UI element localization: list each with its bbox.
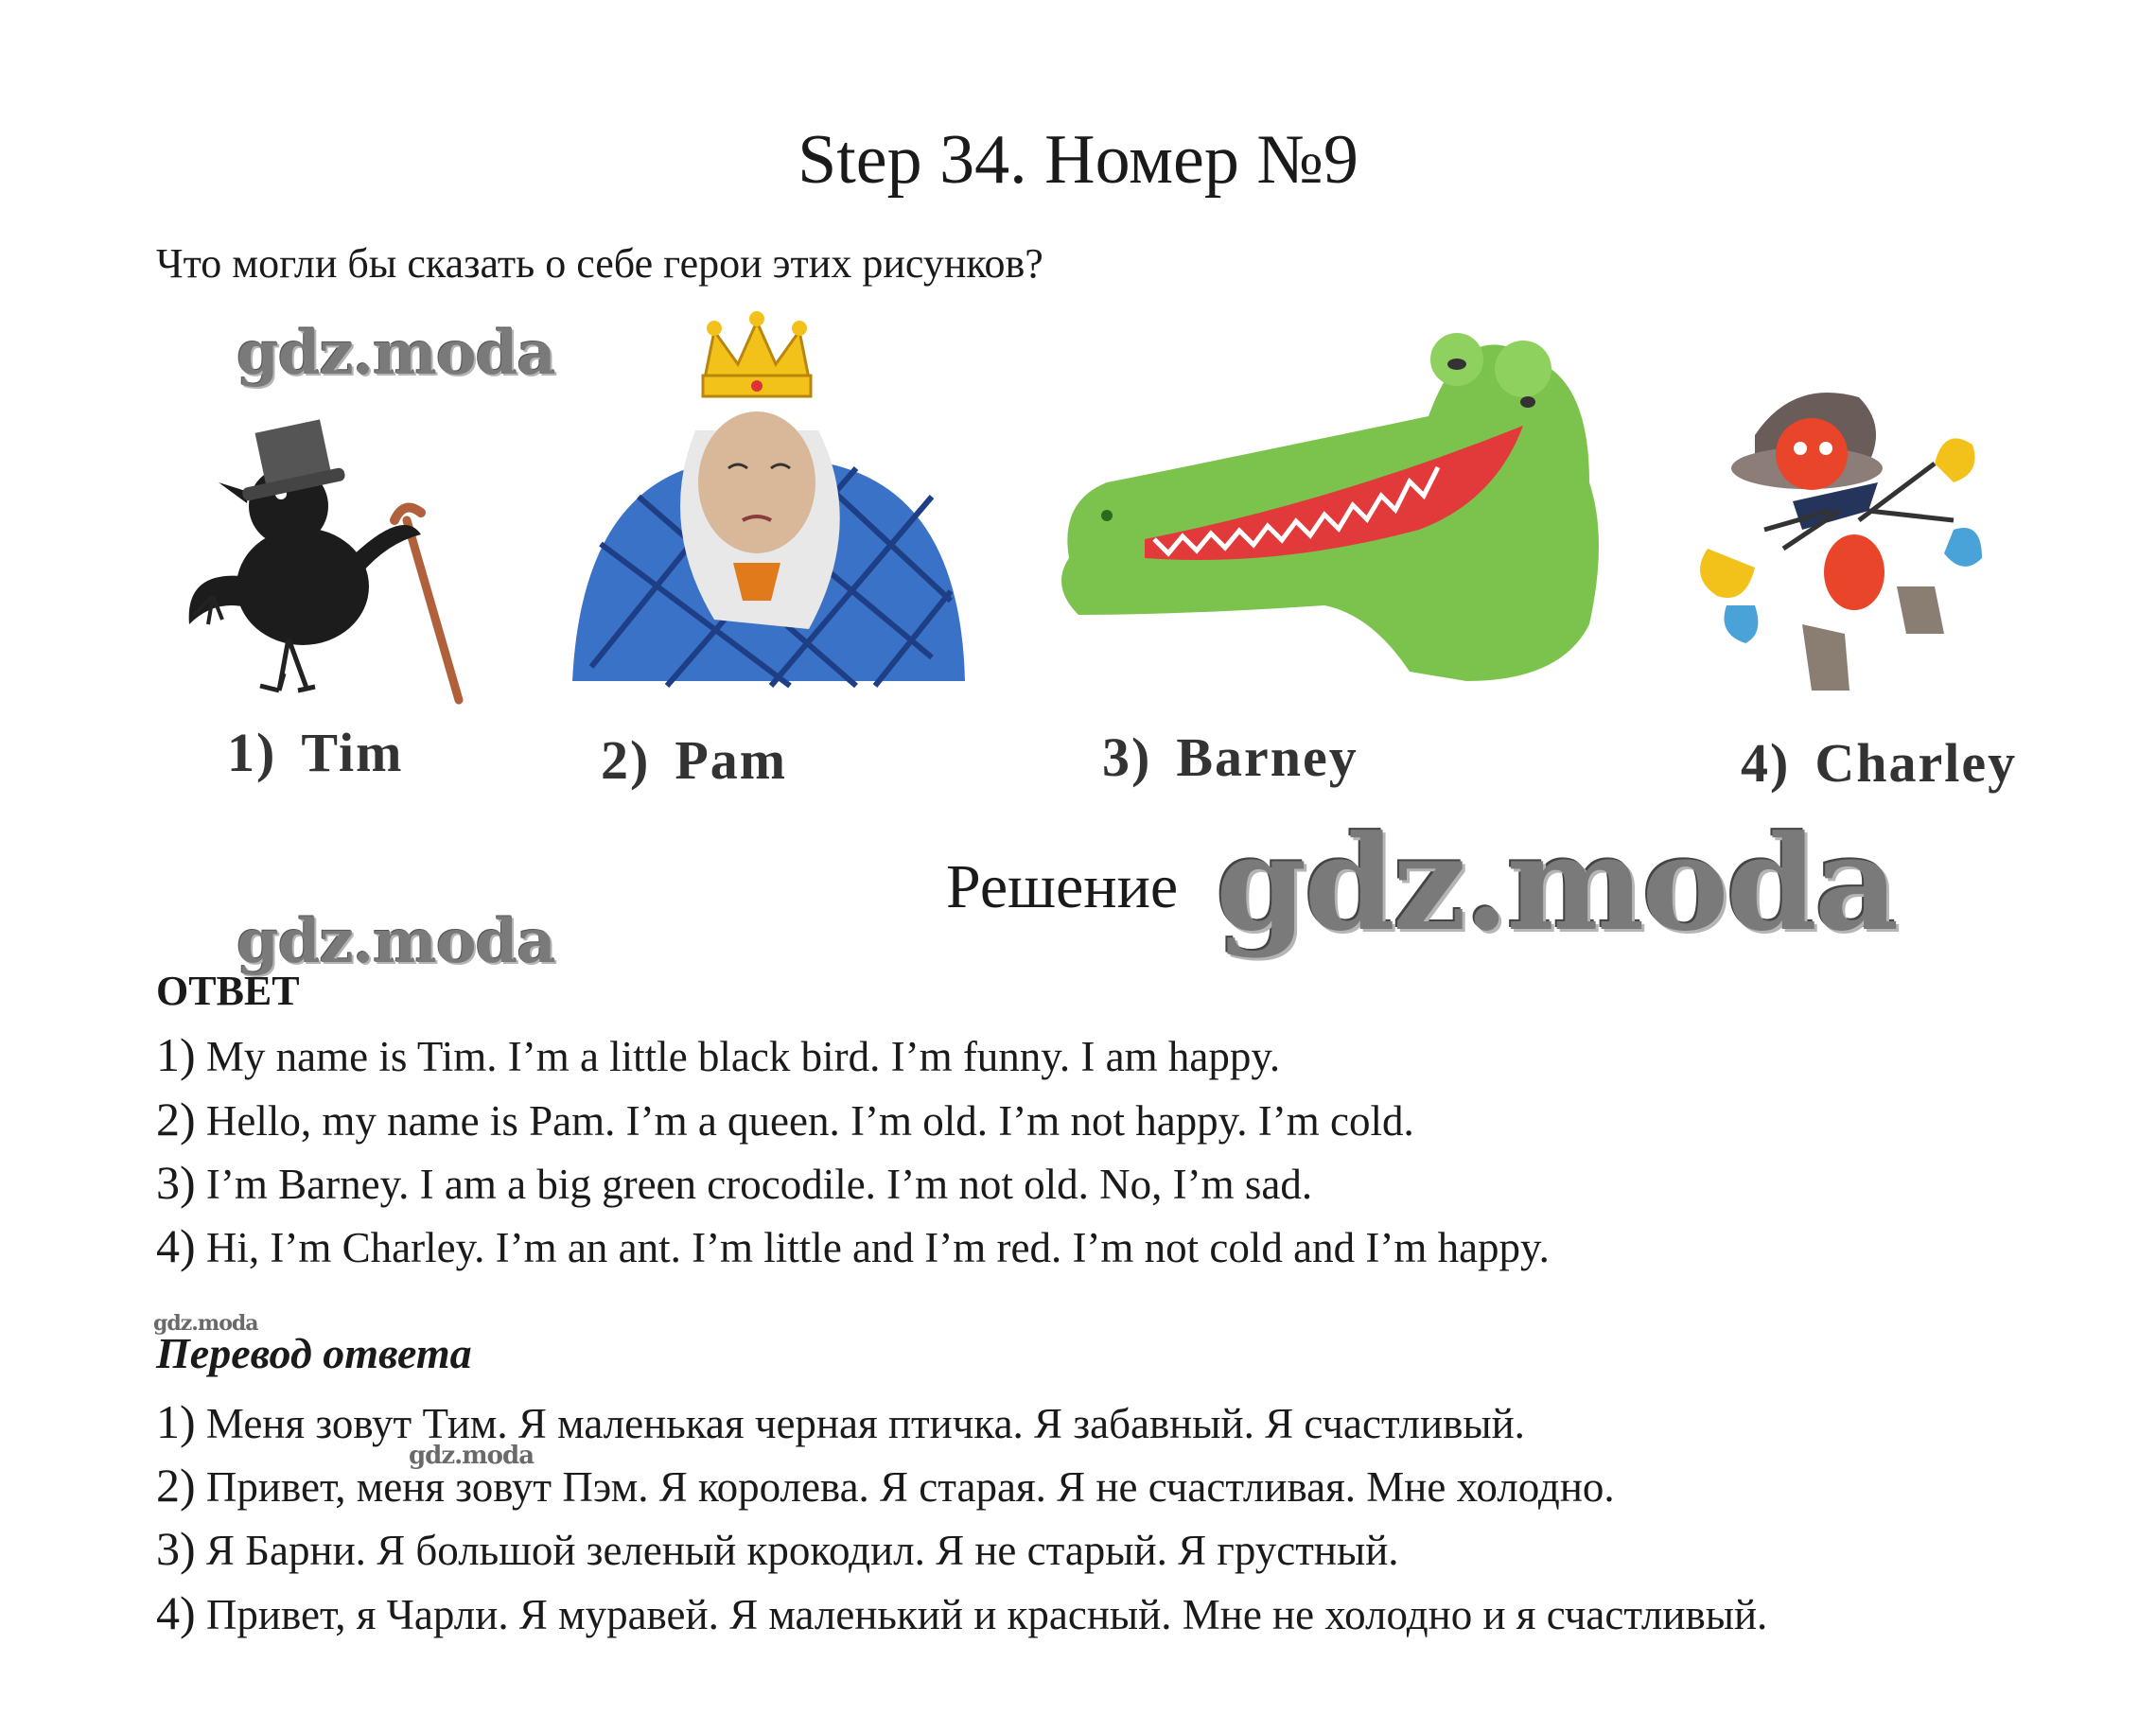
solution-label: Решение: [946, 852, 1179, 921]
character-caption-barney: 3) Barney: [1102, 726, 1358, 788]
translation-line-1: 1) Меня зовут Тим. Я маленькая черная птичка. Я забавный. Я счастливый.: [156, 1395, 1525, 1448]
answer-line-3: 3) I’m Barney. I am a big green crocodile. I’m not old. No, I’m sad.: [156, 1156, 1313, 1209]
watermark: gdz.moda: [237, 318, 555, 389]
answer-line-2: 2) Hello, my name is Pam. I’m a queen. I’m old. I’m not happy. I’m cold.: [156, 1093, 1414, 1146]
character-caption-charley: 4) Charley: [1741, 732, 2018, 794]
answer-line-1: 1) My name is Tim. I’m a little black bird. I’m funny. I am happy.: [156, 1028, 1281, 1081]
bird-with-top-hat-icon: [175, 388, 478, 705]
answer-heading: ОТВЕТ: [156, 968, 300, 1014]
watermark-large: gdz.moda: [1216, 806, 1897, 960]
crocodile-icon: [1050, 312, 1608, 700]
watermark-small: gdz.moda: [409, 1442, 535, 1470]
task-question: Что могли бы сказать о себе герои этих рисунков?: [156, 240, 1043, 287]
character-caption-pam: 2) Pam: [601, 729, 788, 791]
translation-line-2: 2) Привет, меня зовут Пэм. Я королева. Я старая. Я не счастливая. Мне холодно.: [156, 1459, 1615, 1512]
translation-line-3: 3) Я Барни. Я большой зеленый крокодил. Я не старый. Я грустный.: [156, 1522, 1399, 1575]
ant-in-winter-hat-icon: [1689, 369, 2001, 709]
character-caption-tim: 1) Tim: [227, 722, 404, 783]
page-title: Step 34. Номер №9: [798, 121, 1358, 199]
translation-heading: Перевод ответа: [156, 1329, 472, 1377]
answer-line-4: 4) Hi, I’m Charley. I’m an ant. I’m little and I’m red. I’m not cold and I’m happy.: [156, 1219, 1550, 1272]
watermark-small: gdz.moda: [153, 1311, 258, 1336]
translation-line-4: 4) Привет, я Чарли. Я муравей. Я маленький и красный. Мне не холодно и я счастливый.: [156, 1586, 1768, 1639]
watermark: gdz.moda: [237, 906, 555, 977]
queen-with-crown-icon: [563, 307, 970, 705]
